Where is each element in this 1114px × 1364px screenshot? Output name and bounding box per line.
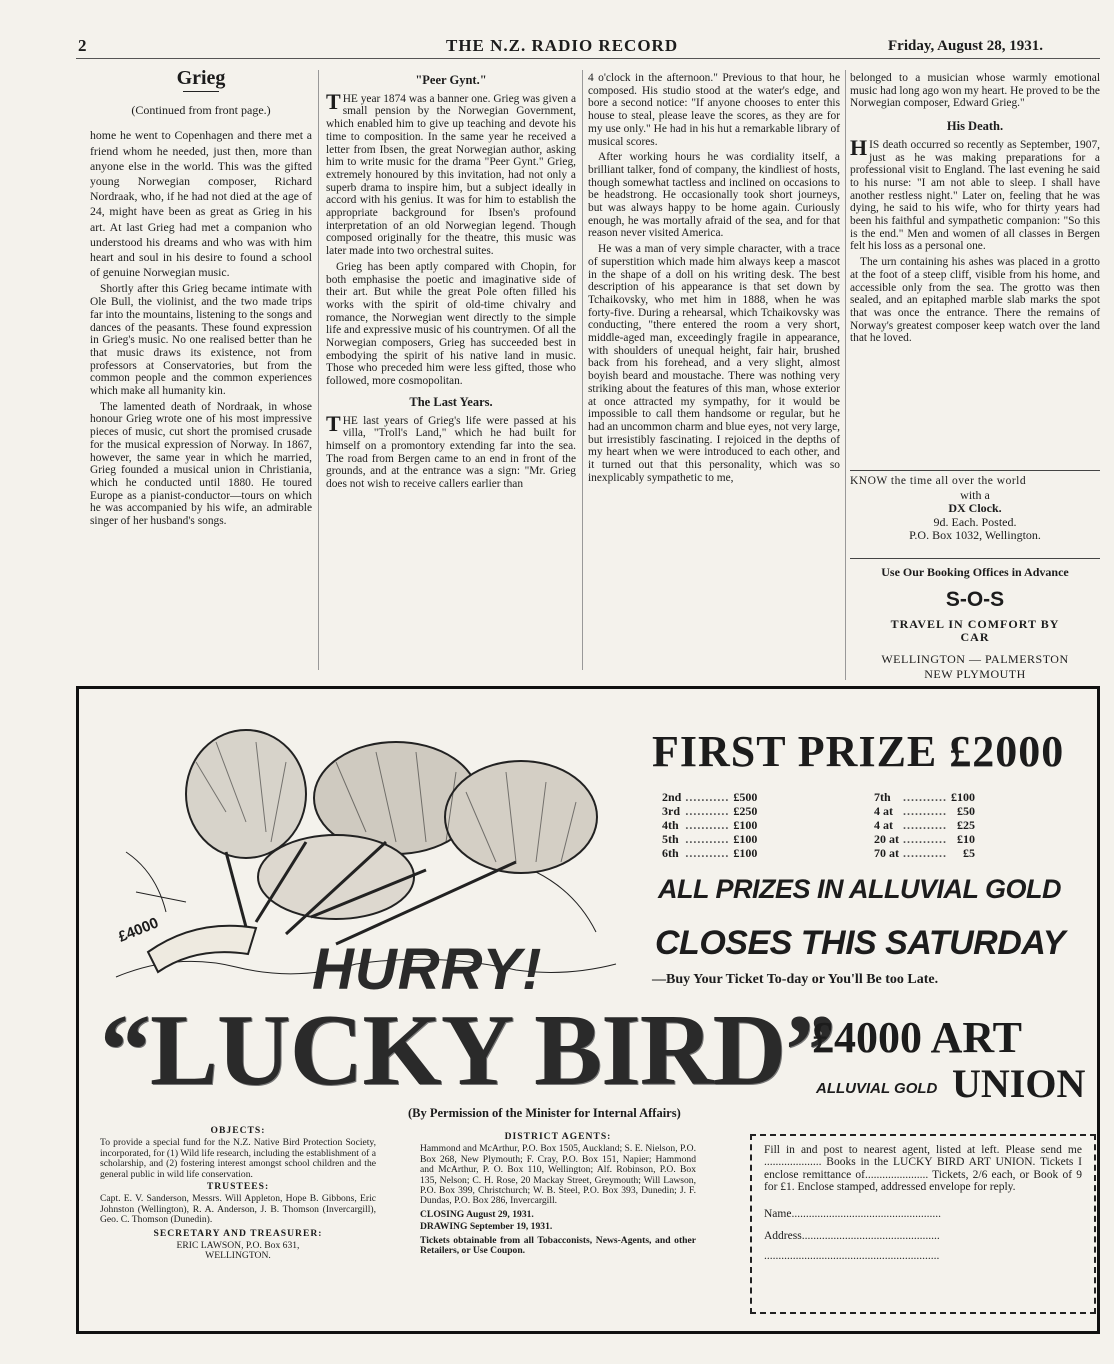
dx-line-3: DX Clock. bbox=[948, 501, 1002, 515]
article-column-3 bbox=[588, 72, 840, 488]
closes-saturday: CLOSES THIS SATURDAY bbox=[655, 924, 1065, 962]
prize-row: 4 at ........... £50 bbox=[874, 804, 975, 818]
prize-row: 6th ........... £100 bbox=[662, 846, 758, 860]
paragraph: belonged to a musician whose warmly emotional music had long ago won my heart. He proved to be the Norwegian composer, Edward Grieg." bbox=[850, 72, 1100, 110]
paragraph: The lamented death of Nordraak, in whose honour Grieg wrote one of his most impressive pieces of music, cut short the promised crusade for the musical expression of Norway. In 1867, however, the same year in which he married, Grieg founded a musical union in Christiania, which he conducted until 1880. He toured Europe as a pianist-conductor—tours on which he was accompanied by his wife, an admirable singer of her husband's songs. bbox=[90, 400, 312, 528]
prize-row: 3rd ........... £250 bbox=[662, 804, 758, 818]
art-union-alluvial: ALLUVIAL GOLD bbox=[816, 1080, 938, 1097]
ribbon-label: £4000 bbox=[116, 914, 162, 946]
paragraph: He was a man of very simple character, with a trace of superstition which made him always keep a mascot in the shape of a doll on his writing desk. The best description of his appearance is that set down by Tchaikovsky, who met him in 1888, when he was forty-five. During a rehearsal, which Tchaikovsky was conducting, "there entered the room a very short, middle-aged man, exceedingly fragile in appearance, with shoulders of unequal height, fair hair, brushed back from his forehead, and a very slight, almost boyish beard and moustache. There was nothing very striking about the features of this man, whose exterior at once attracted my sympathy, for it would be impossible to call them handsome or regular, but he had an uncommon charm and blue eyes, not very large, but irresistibly fascinating. I rejoiced in the depths of my heart when we were introduced to each other, and it turned out that this personality, which was so inexplicably sympathetic to me, bbox=[588, 243, 840, 484]
sos-top-line: Use Our Booking Offices in Advance bbox=[881, 565, 1069, 579]
article-column-2 bbox=[326, 72, 576, 494]
buy-ticket-line: —Buy Your Ticket To-day or You'll Be too Late. bbox=[652, 972, 939, 987]
agents-text: Hammond and McArthur, P.O. Box 1505, Auckland; S. E. Nielson, P.O. Box 268, New Plymouth; F. Cray, P.O. Box 151, Napier; Hammond and McArthur, P. O. Box 110, Wellington; Alf. Robinson, P.O. Box 135, Nelson; C. H. Rose, 20 Mackay Street, Greymouth; Will Lawson, P.O. Box 399, Christchurch; W. B. Steel, P.O. Box 393, Dunedin; J. F. Dundas, P.O. Box 286, Invercargill. bbox=[420, 1143, 696, 1207]
agents-block bbox=[420, 1130, 696, 1256]
page-number: 2 bbox=[78, 36, 88, 55]
coupon-name-field[interactable]: Name.................................................... bbox=[764, 1207, 941, 1220]
prize-list-right bbox=[872, 790, 977, 860]
tickets-info: Tickets obtainable from all Tobacconists, News-Agents, and other Retailers, or Use Coupon. bbox=[420, 1234, 696, 1257]
sos-route-2: NEW PLYMOUTH bbox=[924, 667, 1026, 681]
continued-note: (Continued from front page.) bbox=[131, 102, 271, 117]
newspaper-title: THE N.Z. RADIO RECORD bbox=[446, 36, 679, 55]
dx-line-5: P.O. Box 1032, Wellington. bbox=[909, 528, 1041, 542]
sos-route-1: WELLINGTON — PALMERSTON bbox=[881, 652, 1069, 666]
objects-text: To provide a special fund for the N.Z. Native Bird Protection Society, incorporated, for (1) Wild life research, including the establishment of a scholarship, and (2) fostering interest amongst school children and the general public in wild life conservation. bbox=[100, 1137, 376, 1180]
sos-ad bbox=[850, 558, 1100, 689]
article-title: Grieg bbox=[176, 67, 226, 89]
dx-clock-ad bbox=[850, 470, 1100, 557]
paragraph: HIS death occurred so recently as September, 1907, just as he was making preparations for a professional visit to England. The last evening he said to his nurse: "I am not able to sleep. I shall have another restless night." Later on, feeling that he was dying, he said to his wife, who for thirty years had been his faithful and sympathetic companion: "So this is the end." Men and women of all classes in Bergen felt his loss as a personal one. bbox=[850, 134, 1100, 253]
secretary-heading: SECRETARY AND TREASURER: bbox=[153, 1227, 323, 1239]
article-column-1 bbox=[90, 67, 312, 531]
title-rule bbox=[183, 91, 219, 92]
drawing-date: DRAWING September 19, 1931. bbox=[420, 1221, 553, 1233]
column-divider bbox=[318, 70, 319, 670]
dx-line-1: KNOW the time all over the world bbox=[850, 475, 1027, 487]
paragraph: After working hours he was cordiality itself, a brilliant talker, fond of company, the kindliest of hosts, though somewhat tactless and inclined on occasions to be headstrong. He occasionally took short journeys, but was always happy to be home again. Curiously enough, he was mortally afraid of the sea, and for that reason never visited America. bbox=[588, 151, 840, 240]
trustees-heading: TRUSTEES: bbox=[206, 1181, 270, 1193]
art-union-union: UNION bbox=[952, 1061, 1086, 1106]
column-divider bbox=[845, 70, 846, 680]
paragraph: home he went to Copenhagen and there met a friend whom he needed, just then, more than anyone else in the world. This was the gifted young Norwegian composer, Richard Nordraak, who, if he had not died at the age of 24, might have been as great as Grieg in his art. At last Grieg had met a companion who understood his dreams and who was with him heart and soul in his desire to found a school of genuine Norwegian music. bbox=[90, 128, 312, 280]
paragraph: Shortly after this Grieg became intimate with Ole Bull, the violinist, and the two made trips far into the mountains, listening to the songs and dances of the peasants. These found expression in Grieg's music. No one realised better than he that music draws its existence, not from professors at Conservatories, but from the common people and the common experiences which make all humanity kin. bbox=[90, 283, 312, 398]
secretary-line-1: ERIC LAWSON, P.O. Box 631, bbox=[176, 1240, 300, 1252]
art-union-line-1: £4000 ART bbox=[812, 1013, 1022, 1062]
permission-line: (By Permission of the Minister for Internal Affairs) bbox=[408, 1106, 681, 1120]
article-column-4 bbox=[850, 72, 1100, 348]
secretary-line-2: WELLINGTON. bbox=[205, 1250, 271, 1262]
prize-row: 70 at ........... £5 bbox=[874, 846, 975, 860]
section-heading-his-death: His Death. bbox=[946, 119, 1004, 134]
dx-line-4: 9d. Each. Posted. bbox=[933, 514, 1017, 529]
paragraph: The urn containing his ashes was placed in a grotto at the foot of a steep cliff, visible from his home, and accessible only from the sea. The grotto was then sealed, and an epitaphed marble slab marks the spot that was once the entrance. There the remains of Norway's greatest composer keep watch over the land that he loved. bbox=[850, 256, 1100, 345]
header-rule bbox=[76, 58, 1100, 59]
issue-date: Friday, August 28, 1931. bbox=[888, 38, 1044, 54]
prize-row: 2nd ........... £500 bbox=[662, 790, 758, 804]
prize-row: 4th ........... £100 bbox=[662, 818, 758, 832]
sos-slogan: TRAVEL IN COMFORT BY CAR bbox=[890, 617, 1060, 644]
paragraph: THE last years of Grieg's life were passed at his villa, "Troll's Land," which he had built for himself on a promontory extending far into the sea. The road from Bergen came to an end in front of the grounds, and at the entrance was a sign: "Mr. Grieg does not wish to receive callers earlier than bbox=[326, 410, 576, 491]
section-heading-last-years: The Last Years. bbox=[409, 394, 493, 409]
paragraph: Grieg has been aptly compared with Chopin, for both emphasise the poetic and imaginative side of their art. But while the great Pole often filled his works with the spirit of old-time chivalry and romance, the Norwegian went directly to the simple life and expressive music of his countrymen. Of all the Norwegian composers, Grieg has succeeded best in embodying the spirit of his native land in music. Those who preceded him were less gifted, those who followed, more cosmopolitan. bbox=[326, 260, 576, 388]
coupon-address-field[interactable]: Address................................................ bbox=[764, 1230, 940, 1243]
order-coupon[interactable] bbox=[750, 1134, 1096, 1314]
column-divider bbox=[582, 70, 583, 670]
closing-date: CLOSING August 29, 1931. bbox=[420, 1208, 534, 1220]
dx-line-2: with a bbox=[960, 487, 990, 502]
paragraph: 4 o'clock in the afternoon." Previous to that hour, he composed. His studio stood at the water's edge, and bore a second notice: "If anyone chooses to enter this house to steal, please leave the scores, as they are for my use only." He had in his hut a remarkable library of musical scores. bbox=[588, 72, 840, 148]
prize-row: 5th ........... £100 bbox=[662, 832, 758, 846]
agents-heading: DISTRICT AGENTS: bbox=[504, 1131, 612, 1142]
trustees-text: Capt. E. V. Sanderson, Messrs. Will Appleton, Hope B. Gibbons, Eric Johnston (Wellington), R. A. Anderson, J. B. Thomson (Invercargill), Geo. C. Thomson (Dunedin). bbox=[100, 1193, 376, 1226]
coupon-text: Fill in and post to nearest agent, listed at left. Please send me .................... Books in the LUCKY BIRD ART UNION. Tickets I enclose remittance of...................... Tickets, 2/6 each, or Book of 9 for £1. Enclose stamped, addressed envelope for reply. bbox=[764, 1144, 1082, 1194]
alluvial-gold-line: ALL PRIZES IN ALLUVIAL GOLD bbox=[658, 874, 1062, 904]
hurry-text: HURRY! bbox=[312, 937, 543, 1002]
sos-name: S-O-S bbox=[945, 588, 1005, 611]
first-prize-headline: FIRST PRIZE £2000 bbox=[652, 727, 1065, 776]
paragraph: THE year 1874 was a banner one. Grieg was given a small pension by the Norwegian Government, which enabled him to give up teaching and devote his time to composition. In the same year he received a letter from Ibsen, the great Norwegian author, asking him to write music for the drama "Peer Gynt." Grieg, extremely honoured by this invitation, had not only a superb drama to inspire him, but a subject ideally in accord with his genius. It was for him to establish the appropriate background for Ibsen's profound interpretation of an old Norwegian legend. Though composed originally for the theatre, this music was later made into two orchestral suites. bbox=[326, 88, 576, 258]
coupon-address-line-2[interactable]: ............................................................. bbox=[764, 1250, 940, 1263]
prize-list-left bbox=[660, 790, 759, 860]
prize-row: 4 at ........... £25 bbox=[874, 818, 975, 832]
prize-row: 7th ........... £100 bbox=[874, 790, 975, 804]
prize-row: 20 at ........... £10 bbox=[874, 832, 975, 846]
prize-ribbon bbox=[148, 926, 256, 972]
lucky-bird-title: “LUCKY BIRD” bbox=[100, 994, 836, 1107]
objects-heading: OBJECTS: bbox=[210, 1125, 266, 1136]
objects-block bbox=[100, 1124, 376, 1262]
section-heading-peer-gynt: "Peer Gynt." bbox=[415, 73, 487, 87]
